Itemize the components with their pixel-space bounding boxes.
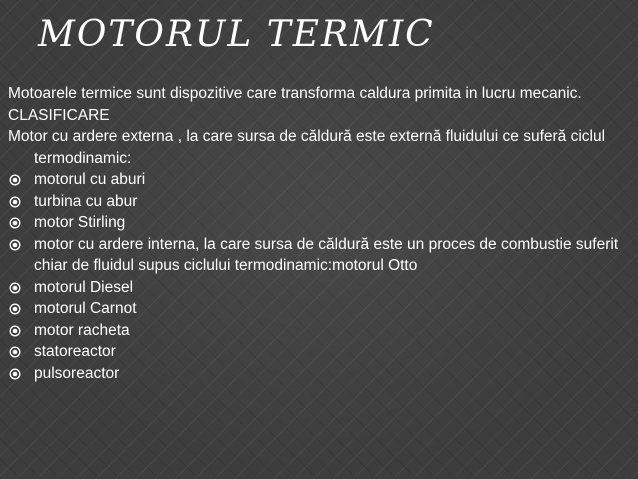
circle-dot-bullet-icon <box>9 303 21 315</box>
bullet-item <box>8 277 633 299</box>
bullet-item <box>8 363 633 385</box>
circle-dot-bullet-icon <box>9 239 21 251</box>
bullet-item <box>8 234 633 277</box>
bullet-item <box>8 298 633 320</box>
bullet-text: motor cu ardere interna, la care sursa de căldură este un proces de combustie suferit chiar de fluidul supus ciclului termodinamic:motorul Otto <box>34 235 619 274</box>
circle-dot-bullet-icon <box>9 174 21 186</box>
external-combustion-paragraph: Motor cu ardere externa , la care sursa de căldură este externă fluidului ce suferă ciclul termodinamic: <box>8 128 606 167</box>
intro-paragraph: Motoarele termice sunt dispozitive care transforma caldura primita in lucru mecanic. <box>8 85 582 102</box>
classification-heading: CLASIFICARE <box>8 106 110 124</box>
circle-dot-bullet-icon <box>9 217 21 229</box>
bullet-item <box>8 341 633 363</box>
slide-content <box>8 83 633 384</box>
bullet-text: motorul Carnot <box>34 300 137 317</box>
circle-dot-bullet-icon <box>9 282 21 294</box>
bullet-text: statoreactor <box>34 343 116 360</box>
circle-dot-bullet-icon <box>9 346 21 358</box>
bullet-item <box>8 169 633 191</box>
bullet-item <box>8 212 633 234</box>
bullet-text: turbina cu abur <box>34 192 138 210</box>
circle-dot-bullet-icon <box>9 196 21 208</box>
circle-dot-bullet-icon <box>9 368 21 380</box>
bullet-text: motor racheta <box>34 321 130 339</box>
bullet-item <box>8 320 633 342</box>
bullet-text: motor Stirling <box>34 214 126 231</box>
slide-title: MOTORUL TERMIC <box>38 14 435 55</box>
bullet-text: motorul cu aburi <box>34 171 146 188</box>
circle-dot-bullet-icon <box>9 325 21 337</box>
bullet-text: motorul Diesel <box>34 278 134 296</box>
bullet-text: pulsoreactor <box>34 364 120 382</box>
bullet-item <box>8 191 633 213</box>
